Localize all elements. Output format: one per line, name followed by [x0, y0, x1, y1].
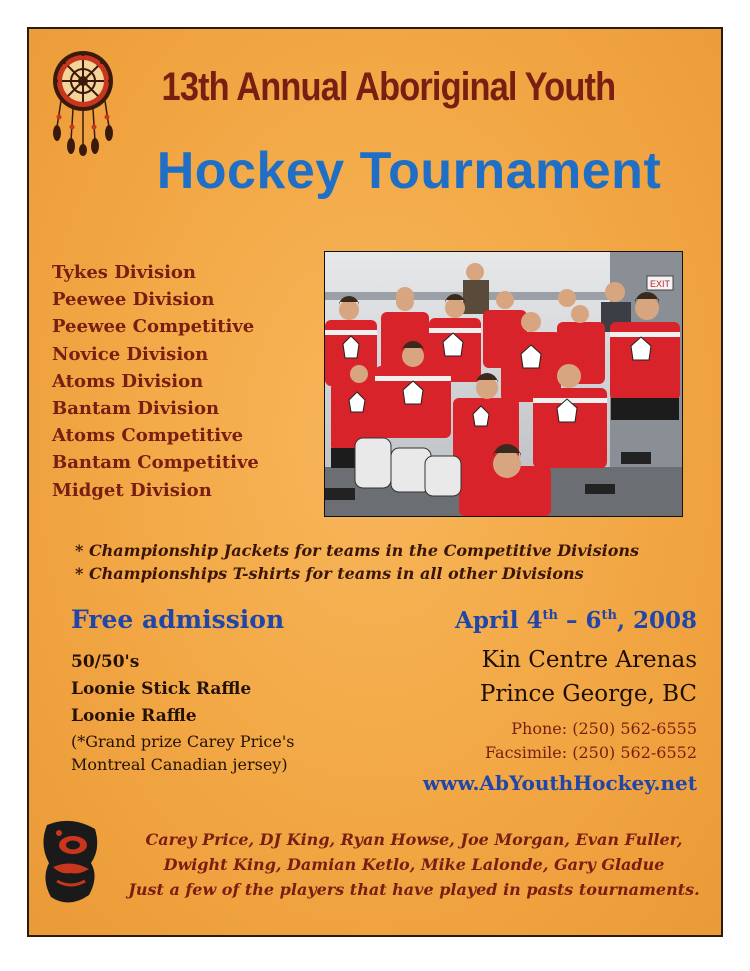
awards-notes — [75, 539, 639, 585]
division-item: Atoms Division — [52, 370, 204, 392]
date-year: , 2008 — [616, 607, 697, 634]
raffle-line: 50/50's — [71, 652, 140, 672]
venue-name: Kin Centre Arenas — [481, 647, 697, 673]
players-line: Dwight King, Damian Ketlo, Mike Lalonde, Gary Gladue — [163, 855, 665, 874]
division-item: Midget Division — [52, 479, 212, 501]
tournament-poster — [27, 27, 723, 937]
fax-number: Facsimile: (250) 562-6552 — [485, 743, 697, 762]
contact-block — [485, 717, 697, 765]
division-item: Novice Division — [52, 343, 209, 365]
team-photo — [324, 251, 683, 517]
title-line-1: 13th Annual Aboriginal Youth — [161, 65, 616, 109]
division-item: Tykes Division — [52, 262, 197, 283]
haida-bird-icon — [39, 819, 103, 905]
players-line: Carey Price, DJ King, Ryan Howse, Joe Morgan, Evan Fuller, — [145, 830, 683, 849]
phone-number: Phone: (250) 562-6555 — [511, 719, 697, 738]
division-list — [52, 259, 259, 504]
awards-note: * Championship Jackets for teams in the Competitive Divisions — [75, 541, 640, 560]
awards-note: * Championships T-shirts for teams in all other Divisions — [75, 564, 584, 583]
date-start: April 4 — [454, 607, 543, 634]
date-separator: – 6 — [557, 607, 602, 634]
date-end-suffix: th — [601, 608, 617, 623]
title-line-2: Hockey Tournament — [156, 142, 662, 200]
venue-block — [480, 643, 697, 711]
division-item: Atoms Competitive — [52, 425, 244, 447]
division-item: Bantam Competitive — [52, 452, 259, 474]
division-item: Peewee Competitive — [52, 316, 255, 338]
dreamcatcher-icon — [43, 47, 127, 157]
team-photo-illustration — [325, 252, 682, 516]
free-admission: Free admission — [71, 605, 285, 634]
date-start-suffix: th — [542, 608, 558, 623]
division-item: Bantam Division — [52, 398, 220, 420]
venue-city: Prince George, BC — [479, 681, 697, 707]
raffle-line: Loonie Raffle — [71, 706, 197, 726]
grand-prize-line: Montreal Canadian jersey) — [71, 755, 288, 774]
website-link[interactable]: www.AbYouthHockey.net — [422, 771, 697, 795]
players-line: Just a few of the players that have played in pasts tournaments. — [128, 880, 700, 899]
raffle-info — [71, 649, 294, 776]
event-date — [455, 607, 697, 634]
exit-sign: EXIT — [649, 279, 671, 289]
raffle-line: Loonie Stick Raffle — [71, 679, 252, 699]
notable-players — [119, 827, 709, 902]
division-item: Peewee Division — [52, 289, 215, 311]
grand-prize-line: (*Grand prize Carey Price's — [71, 732, 295, 751]
